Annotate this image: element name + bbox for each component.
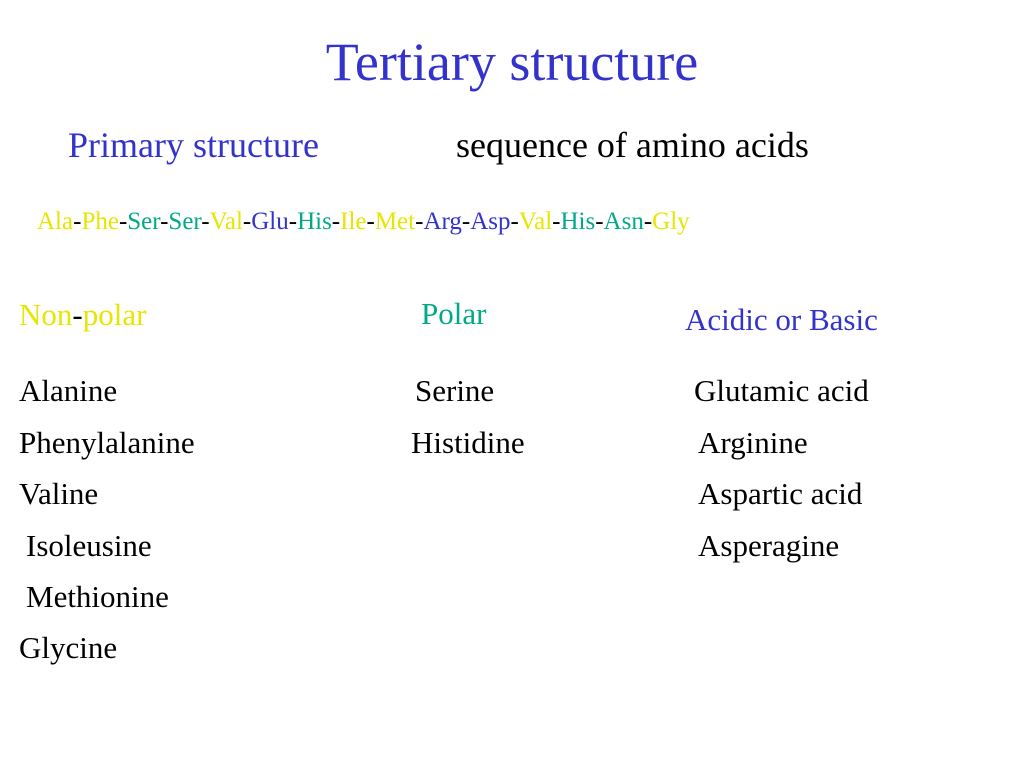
- category-nonpolar-separator: -: [72, 297, 83, 332]
- sequence-residue: Met: [374, 208, 416, 235]
- acidic-basic-item: Asperagine: [698, 528, 840, 563]
- sequence-separator: -: [160, 208, 169, 235]
- acidic-basic-item: Glutamic acid: [694, 373, 869, 408]
- category-nonpolar-header: [19, 296, 146, 333]
- category-nonpolar-part1: Non: [19, 297, 73, 332]
- sequence-separator: -: [288, 208, 298, 235]
- sequence-separator: -: [552, 208, 561, 235]
- sequence-separator: -: [331, 208, 341, 235]
- sequence-residue: Arg: [423, 208, 462, 235]
- sequence-separator: -: [118, 208, 128, 235]
- polar-item: Histidine: [411, 425, 525, 460]
- category-acidic-basic-header: Acidic or Basic: [685, 302, 878, 337]
- sequence-residue: His: [297, 208, 332, 235]
- polar-item: Serine: [415, 373, 495, 408]
- sequence-residue: Asn: [603, 208, 644, 235]
- sequence-separator: -: [201, 208, 210, 235]
- acidic-basic-item: Arginine: [698, 425, 808, 460]
- sequence-residue: Ile: [340, 208, 367, 235]
- sequence-separator: -: [73, 208, 82, 235]
- sequence-residue: Ser: [127, 208, 161, 235]
- nonpolar-item: Alanine: [19, 373, 118, 408]
- nonpolar-item: Valine: [19, 476, 99, 511]
- primary-structure-description: sequence of amino acids: [456, 125, 809, 165]
- amino-acid-sequence: [37, 207, 690, 237]
- sequence-separator: -: [595, 208, 604, 235]
- sequence-separator: -: [366, 208, 375, 235]
- sequence-separator: -: [242, 208, 252, 235]
- sequence-residue: Phe: [81, 208, 119, 235]
- sequence-residue: His: [560, 208, 596, 235]
- category-nonpolar-part2: polar: [82, 297, 147, 332]
- sequence-separator: -: [461, 208, 471, 235]
- slide-title: Tertiary structure: [325, 32, 699, 92]
- nonpolar-item: Methionine: [26, 579, 169, 614]
- acidic-basic-item: Aspartic acid: [698, 476, 863, 511]
- sequence-residue: Ala: [37, 208, 74, 235]
- sequence-residue: Asp: [470, 208, 511, 235]
- sequence-separator: -: [510, 208, 519, 235]
- sequence-separator: -: [415, 208, 424, 235]
- sequence-residue: Val: [209, 208, 243, 235]
- sequence-residue: Ser: [168, 208, 202, 235]
- category-polar-header: Polar: [421, 296, 487, 331]
- sequence-residue: Gly: [652, 208, 690, 235]
- sequence-residue: Val: [518, 208, 553, 235]
- sequence-residue: Glu: [251, 208, 289, 235]
- sequence-separator: -: [643, 208, 653, 235]
- nonpolar-item: Isoleusine: [26, 528, 152, 563]
- nonpolar-item: Phenylalanine: [19, 425, 195, 460]
- nonpolar-item: Glycine: [19, 630, 118, 665]
- primary-structure-label: Primary structure: [68, 125, 319, 165]
